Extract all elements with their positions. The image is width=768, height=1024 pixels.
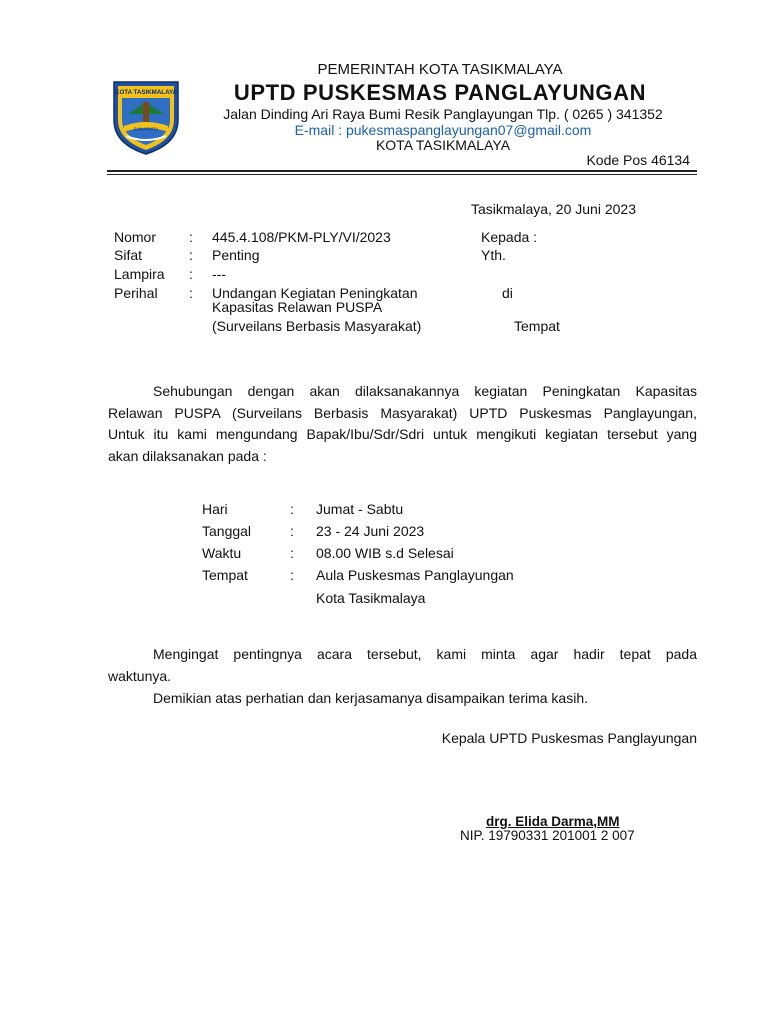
meta-label-attachment: Lampira bbox=[114, 266, 165, 282]
letterhead-divider bbox=[107, 170, 697, 172]
meta-colon: : bbox=[189, 229, 193, 245]
letter-attachment: --- bbox=[212, 266, 226, 282]
detail-label-date: Tanggal bbox=[202, 523, 252, 539]
city-emblem-logo bbox=[108, 74, 184, 156]
paragraph-3-line-1: Demikian atas perhatian dan kerjasamanya disampaikan terima kasih. bbox=[153, 690, 588, 706]
detail-label-day: Hari bbox=[202, 501, 228, 517]
recipient-label: Kepada : bbox=[481, 229, 538, 245]
letter-nature: Penting bbox=[212, 247, 260, 263]
letter-date: Tasikmalaya, 20 Juni 2023 bbox=[471, 201, 636, 217]
subject-line-3: (Surveilans Berbasis Masyarakat) bbox=[212, 318, 422, 334]
paragraph-1-line-2: Relawan PUSPA (Surveilans Berbasis Masyarakat) UPTD Puskesmas Panglayungan, bbox=[108, 404, 697, 421]
subject-line-2: Kapasitas Relawan PUSPA bbox=[212, 299, 383, 315]
detail-label-time: Waktu bbox=[202, 545, 242, 561]
detail-value-venue-line-1: Aula Puskesmas Panglayungan bbox=[316, 567, 514, 583]
body-paragraph-1 bbox=[108, 381, 697, 468]
meta-label-nature: Sifat bbox=[114, 247, 143, 263]
meta-colon: : bbox=[189, 247, 193, 263]
detail-value-date: 23 - 24 Juni 2023 bbox=[316, 523, 425, 539]
email-link[interactable]: E-mail : pukesmaspanglayungan07@gmail.com bbox=[294, 122, 592, 138]
recipient-honorific: Yth. bbox=[481, 247, 506, 263]
detail-value-time: 08.00 WIB s.d Selesai bbox=[316, 545, 454, 561]
paragraph-1-line-4: akan dilaksanakan pada : bbox=[108, 448, 267, 465]
organization-name: UPTD PUSKESMAS PANGLAYUNGAN bbox=[233, 80, 647, 105]
government-name: PEMERINTAH KOTA TASIKMALAYA bbox=[317, 61, 563, 78]
signer-title: Kepala UPTD Puskesmas Panglayungan bbox=[441, 730, 697, 746]
meta-colon: : bbox=[189, 285, 193, 301]
detail-colon: : bbox=[290, 501, 294, 517]
paragraph-1-line-3: Untuk itu kami mengundang Bapak/Ibu/Sdr/Sdri untuk mengikuti kegiatan tersebut yang bbox=[108, 426, 697, 443]
meta-colon: : bbox=[189, 266, 193, 282]
letter-number: 445.4.108/PKM-PLY/VI/2023 bbox=[212, 229, 391, 245]
paragraph-2-line-1: Mengingat pentingnya acara tersebut, kami minta agar hadir tepat pada bbox=[153, 646, 697, 662]
body-paragraph-2 bbox=[108, 644, 697, 687]
paragraph-2-line-2: waktunya. bbox=[108, 667, 172, 684]
recipient-place: Tempat bbox=[514, 318, 560, 334]
signer-nip: NIP. 19790331 201001 2 007 bbox=[460, 828, 635, 843]
detail-colon: : bbox=[290, 523, 294, 539]
detail-value-venue-line-2: Kota Tasikmalaya bbox=[316, 590, 426, 606]
address-line: Jalan Dinding Ari Raya Bumi Resik Panglayungan Tlp. ( 0265 ) 341352 bbox=[223, 106, 663, 122]
detail-label-venue: Tempat bbox=[202, 567, 248, 583]
letterhead-divider-thin bbox=[107, 174, 697, 175]
logo-ribbon-text: SUKAPURA bbox=[133, 126, 159, 132]
meta-label-subject: Perihal bbox=[114, 285, 158, 301]
body-paragraph-3 bbox=[108, 688, 697, 710]
signer-name: drg. Elida Darma,MM bbox=[486, 814, 620, 829]
detail-value-day: Jumat - Sabtu bbox=[316, 501, 404, 517]
logo-text: KOTA TASIKMALAYA bbox=[115, 89, 177, 96]
detail-colon: : bbox=[290, 567, 294, 583]
subject-line-1: Undangan Kegiatan Peningkatan bbox=[212, 285, 418, 301]
postal-code: Kode Pos 46134 bbox=[586, 152, 690, 168]
meta-label-number: Nomor bbox=[114, 229, 157, 245]
city-line: KOTA TASIKMALAYA bbox=[375, 137, 511, 153]
recipient-at: di bbox=[502, 285, 513, 301]
detail-colon: : bbox=[290, 545, 294, 561]
paragraph-1-line-1: Sehubungan dengan akan dilaksanakannya kegiatan Peningkatan Kapasitas bbox=[153, 383, 697, 399]
